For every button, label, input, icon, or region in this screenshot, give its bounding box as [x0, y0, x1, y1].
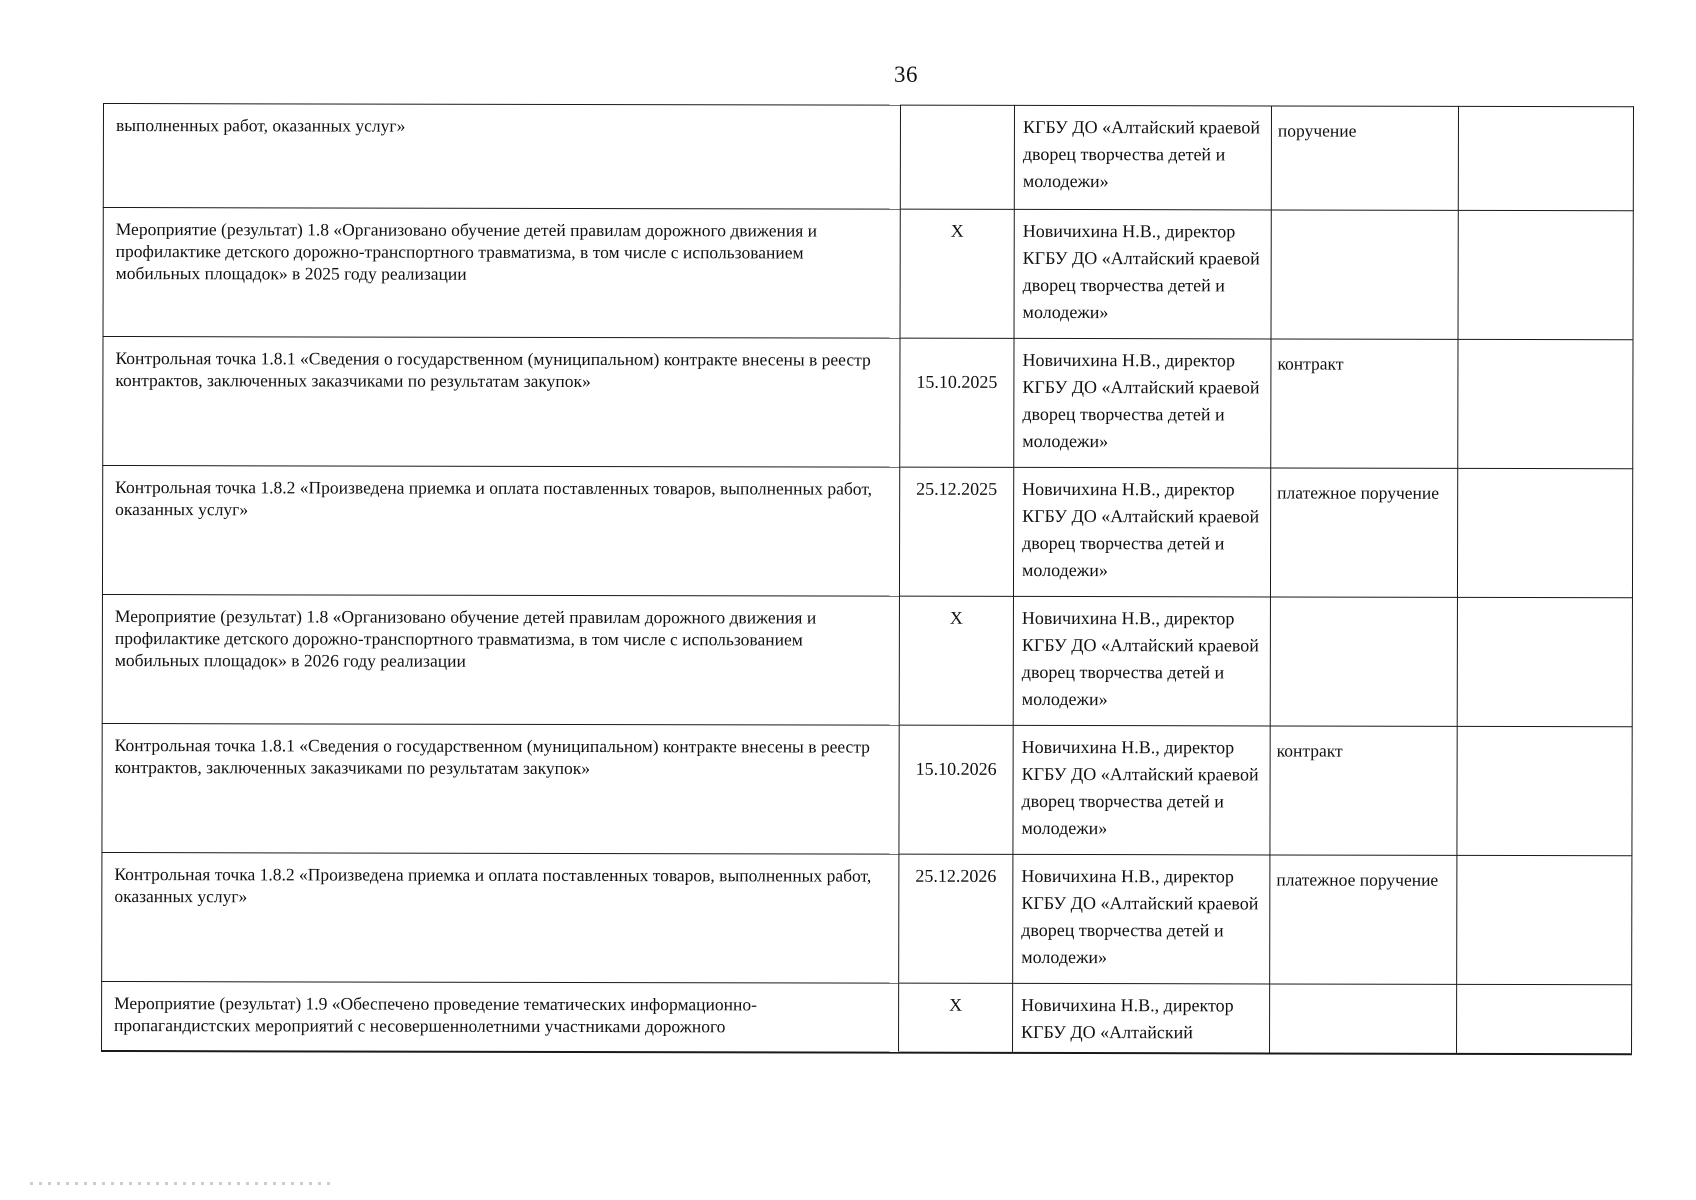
cell-document	[1270, 597, 1457, 726]
cell-description: Контрольная точка 1.8.2 «Произведена приемка и оплата поставленных товаров, выполненных работ, оказанных услуг»	[102, 466, 899, 597]
cell-date: X	[899, 983, 1013, 1053]
cell-date: 15.10.2026	[899, 725, 1013, 854]
cell-responsible: Новичихина Н.В., директор КГБУ ДО «Алтайский	[1013, 983, 1270, 1053]
cell-document: контракт	[1270, 726, 1457, 855]
cell-responsible: КГБУ ДО «Алтайский краевой дворец творчества детей и молодежи»	[1014, 105, 1271, 210]
cell-extra	[1457, 468, 1632, 597]
cell-extra	[1457, 855, 1632, 984]
table-row	[102, 723, 1632, 855]
cell-date: X	[899, 596, 1013, 725]
cell-extra	[1457, 597, 1632, 726]
cell-document: контракт	[1271, 339, 1458, 468]
table-row	[103, 208, 1633, 340]
cell-date	[900, 105, 1014, 209]
table-row	[102, 981, 1632, 1054]
scan-artifact	[30, 1182, 330, 1185]
cell-document: платежное поручение	[1270, 855, 1457, 984]
cell-document	[1270, 984, 1457, 1054]
page-number: 36	[894, 62, 918, 87]
cell-extra	[1457, 726, 1632, 855]
cell-responsible: Новичихина Н.В., директор КГБУ ДО «Алтайский краевой дворец творчества детей и молодежи»	[1014, 338, 1271, 468]
cell-responsible: Новичихина Н.В., директор КГБУ ДО «Алтайский краевой дворец творчества детей и молодежи»	[1014, 209, 1271, 339]
cell-extra	[1458, 339, 1633, 468]
cell-responsible: Новичихина Н.В., директор КГБУ ДО «Алтайский краевой дворец творчества детей и молодежи»	[1013, 725, 1270, 855]
cell-description: выполненных работ, оказанных услуг»	[103, 104, 900, 210]
plan-table	[101, 103, 1634, 1055]
cell-description: Мероприятие (результат) 1.9 «Обеспечено проведение тематических информационно-пропагандистских мероприятий с несовершеннолетними участниками дорожного	[102, 981, 899, 1052]
table-row	[103, 337, 1633, 469]
plan-table-wrapper	[101, 103, 1633, 1055]
table-row	[102, 852, 1632, 984]
table-row	[102, 466, 1632, 598]
cell-description: Контрольная точка 1.8.1 «Сведения о государственном (муниципальном) контракте внесены в реестр контрактов, заключенных заказчиками по результатам закупок»	[103, 337, 900, 468]
cell-extra	[1458, 106, 1633, 210]
cell-extra	[1458, 210, 1633, 339]
table-row	[103, 104, 1633, 211]
cell-extra	[1457, 984, 1632, 1054]
cell-description: Мероприятие (результат) 1.8 «Организовано обучение детей правилам дорожного движения и профилактике детского дорожно-транспортного травматизма, в том числе с использованием мобильных площадок» в 2025 году реализации	[103, 208, 900, 339]
cell-description: Контрольная точка 1.8.1 «Сведения о государственном (муниципальном) контракте внесены в реестр контрактов, заключенных заказчиками по результатам закупок»	[102, 723, 899, 854]
cell-date: 25.12.2025	[899, 467, 1013, 596]
cell-responsible: Новичихина Н.В., директор КГБУ ДО «Алтайский краевой дворец творчества детей и молодежи»	[1013, 854, 1270, 984]
cell-document	[1271, 210, 1458, 339]
cell-description: Контрольная точка 1.8.2 «Произведена приемка и оплата поставленных товаров, выполненных работ, оказанных услуг»	[102, 852, 899, 983]
cell-document: платежное поручение	[1270, 468, 1457, 597]
cell-date: 25.12.2026	[899, 854, 1013, 983]
cell-responsible: Новичихина Н.В., директор КГБУ ДО «Алтайский краевой дворец творчества детей и молодежи»	[1013, 467, 1270, 597]
cell-date: 15.10.2025	[900, 338, 1014, 467]
cell-date: X	[900, 209, 1014, 338]
table-row	[102, 594, 1632, 726]
cell-responsible: Новичихина Н.В., директор КГБУ ДО «Алтайский краевой дворец творчества детей и молодежи»	[1013, 596, 1270, 726]
cell-description: Мероприятие (результат) 1.8 «Организовано обучение детей правилам дорожного движения и профилактике детского дорожно-транспортного травматизма, в том числе с использованием мобильных площадок» в 2026 году реализации	[102, 594, 899, 725]
cell-document: поручение	[1271, 106, 1458, 210]
